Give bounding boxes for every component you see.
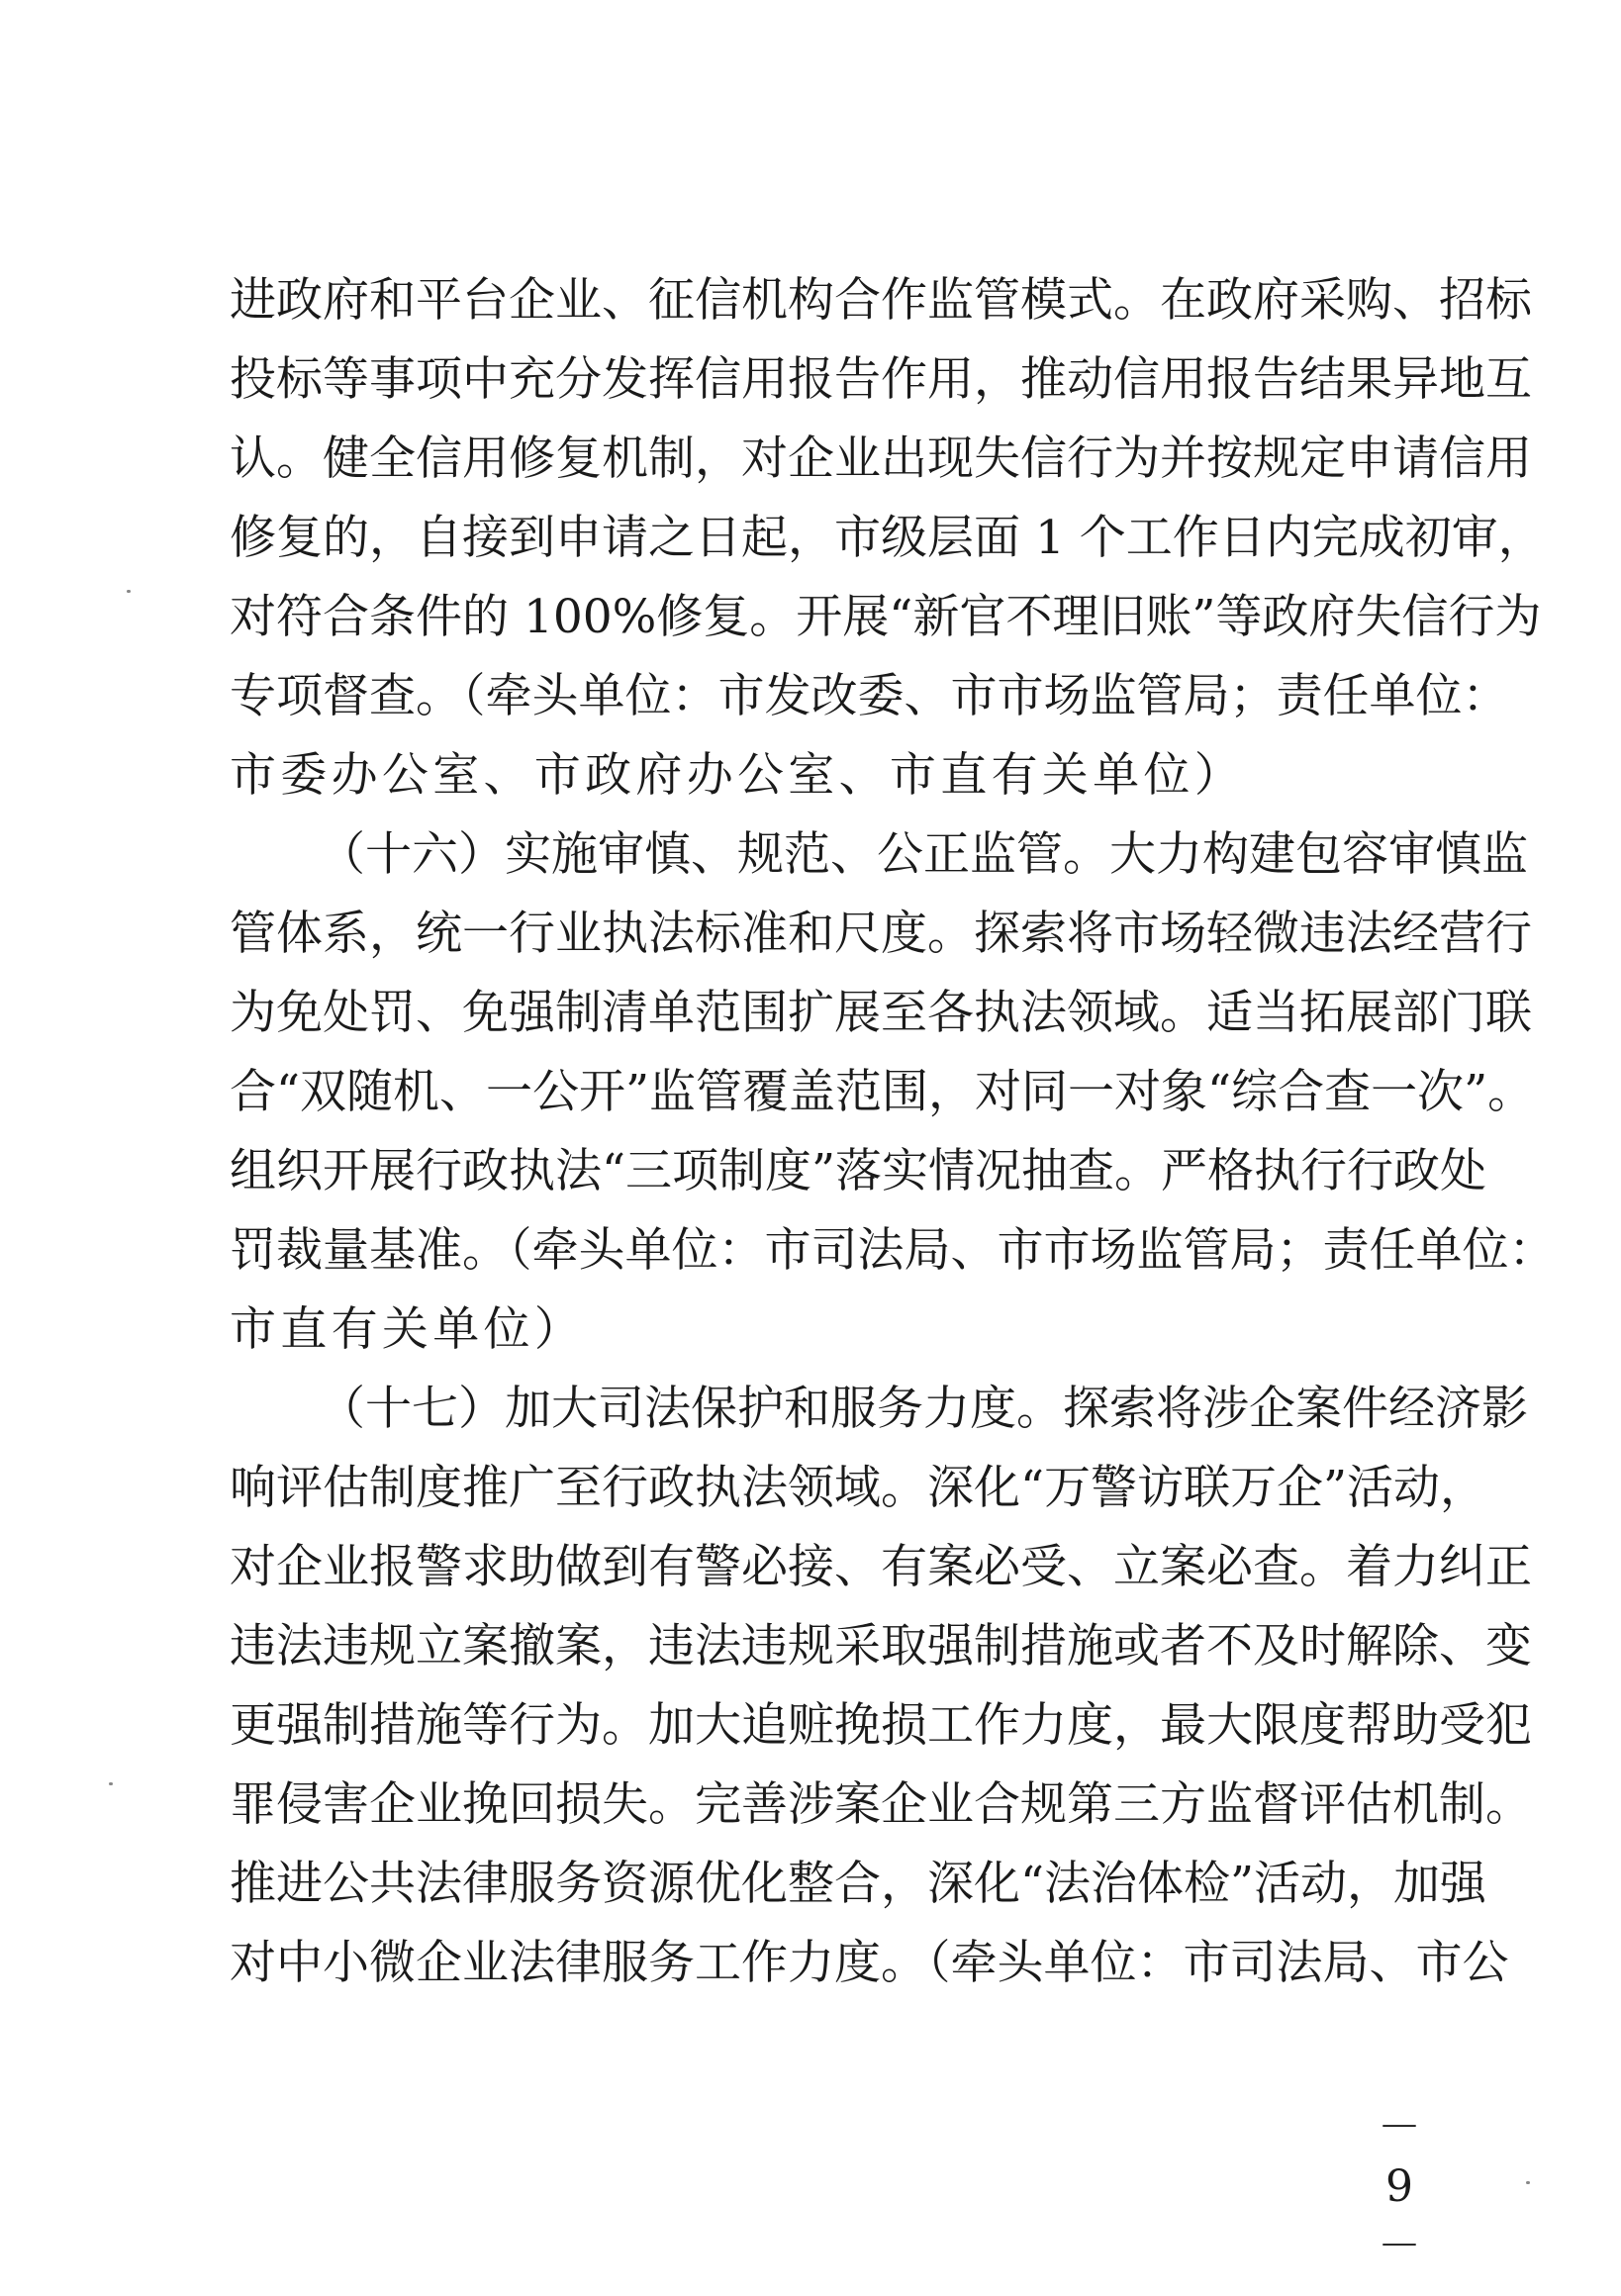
text-line-9: 管体系，统一行业执法标准和尺度。探索将市场轻微违法经营行 — [230, 907, 1532, 961]
text-line-3: 认。健全信用修复机制，对企业出现失信行为并按规定申请信用 — [230, 431, 1532, 486]
text-line-17: 对企业报警求助做到有警必接、有案必受、立案必查。着力纠正 — [230, 1540, 1532, 1594]
text-line-21: 推进公共法律服务资源优化整合，深化“法治体检”活动，加强 — [230, 1857, 1487, 1911]
scan-speck — [109, 1782, 113, 1785]
text-line-7: 市委办公室、市政府办公室、市直有关单位） — [230, 748, 1245, 803]
text-line-1: 进政府和平台企业、征信机构合作监管模式。在政府采购、招标 — [230, 273, 1532, 328]
text-line-20: 罪侵害企业挽回损失。完善涉案企业合规第三方监督评估机制。 — [230, 1777, 1532, 1832]
text-line-19: 更强制措施等行为。加大追赃挽损工作力度，最大限度帮助受犯 — [230, 1698, 1532, 1753]
text-line-18: 违法违规立案撤案，违法违规采取强制措施或者不及时解除、变 — [230, 1619, 1532, 1674]
text-line-16: 响评估制度推广至行政执法领域。深化“万警访联万企”活动， — [230, 1461, 1487, 1515]
page-number: － 9 － — [1378, 2102, 1433, 2271]
text-line-5: 对符合条件的 100%修复。开展“新官不理旧账”等政府失信行为 — [230, 590, 1542, 644]
paragraph-16-heading-line: （十六）实施审慎、规范、公正监管。大力构建包容审慎监 — [319, 827, 1528, 882]
scan-speck — [127, 590, 131, 593]
text-line-12: 组织开展行政执法“三项制度”落实情况抽查。严格执行行政处 — [230, 1144, 1487, 1198]
text-line-22: 对中小微企业法律服务工作力度。（牵头单位：市司法局、市公 — [230, 1936, 1509, 1990]
text-line-11: 合“双随机、一公开”监管覆盖范围，对同一对象“综合查一次”。 — [230, 1065, 1535, 1119]
text-line-6: 专项督查。（牵头单位：市发改委、市市场监管局；责任单位： — [230, 669, 1509, 723]
text-line-10: 为免处罚、免强制清单范围扩展至各执法领域。适当拓展部门联 — [230, 986, 1532, 1040]
scan-speck — [1526, 2181, 1530, 2184]
text-line-14: 市直有关单位） — [230, 1302, 586, 1357]
text-line-4: 修复的，自接到申请之日起，市级层面 1 个工作日内完成初审， — [230, 511, 1545, 565]
paragraph-17-heading-line: （十七）加大司法保护和服务力度。探索将涉企案件经济影 — [319, 1382, 1528, 1436]
text-line-2: 投标等事项中充分发挥信用报告作用，推动信用报告结果异地互 — [230, 352, 1532, 407]
text-line-13: 罚裁量基准。（牵头单位：市司法局、市市场监管局；责任单位： — [230, 1223, 1556, 1278]
